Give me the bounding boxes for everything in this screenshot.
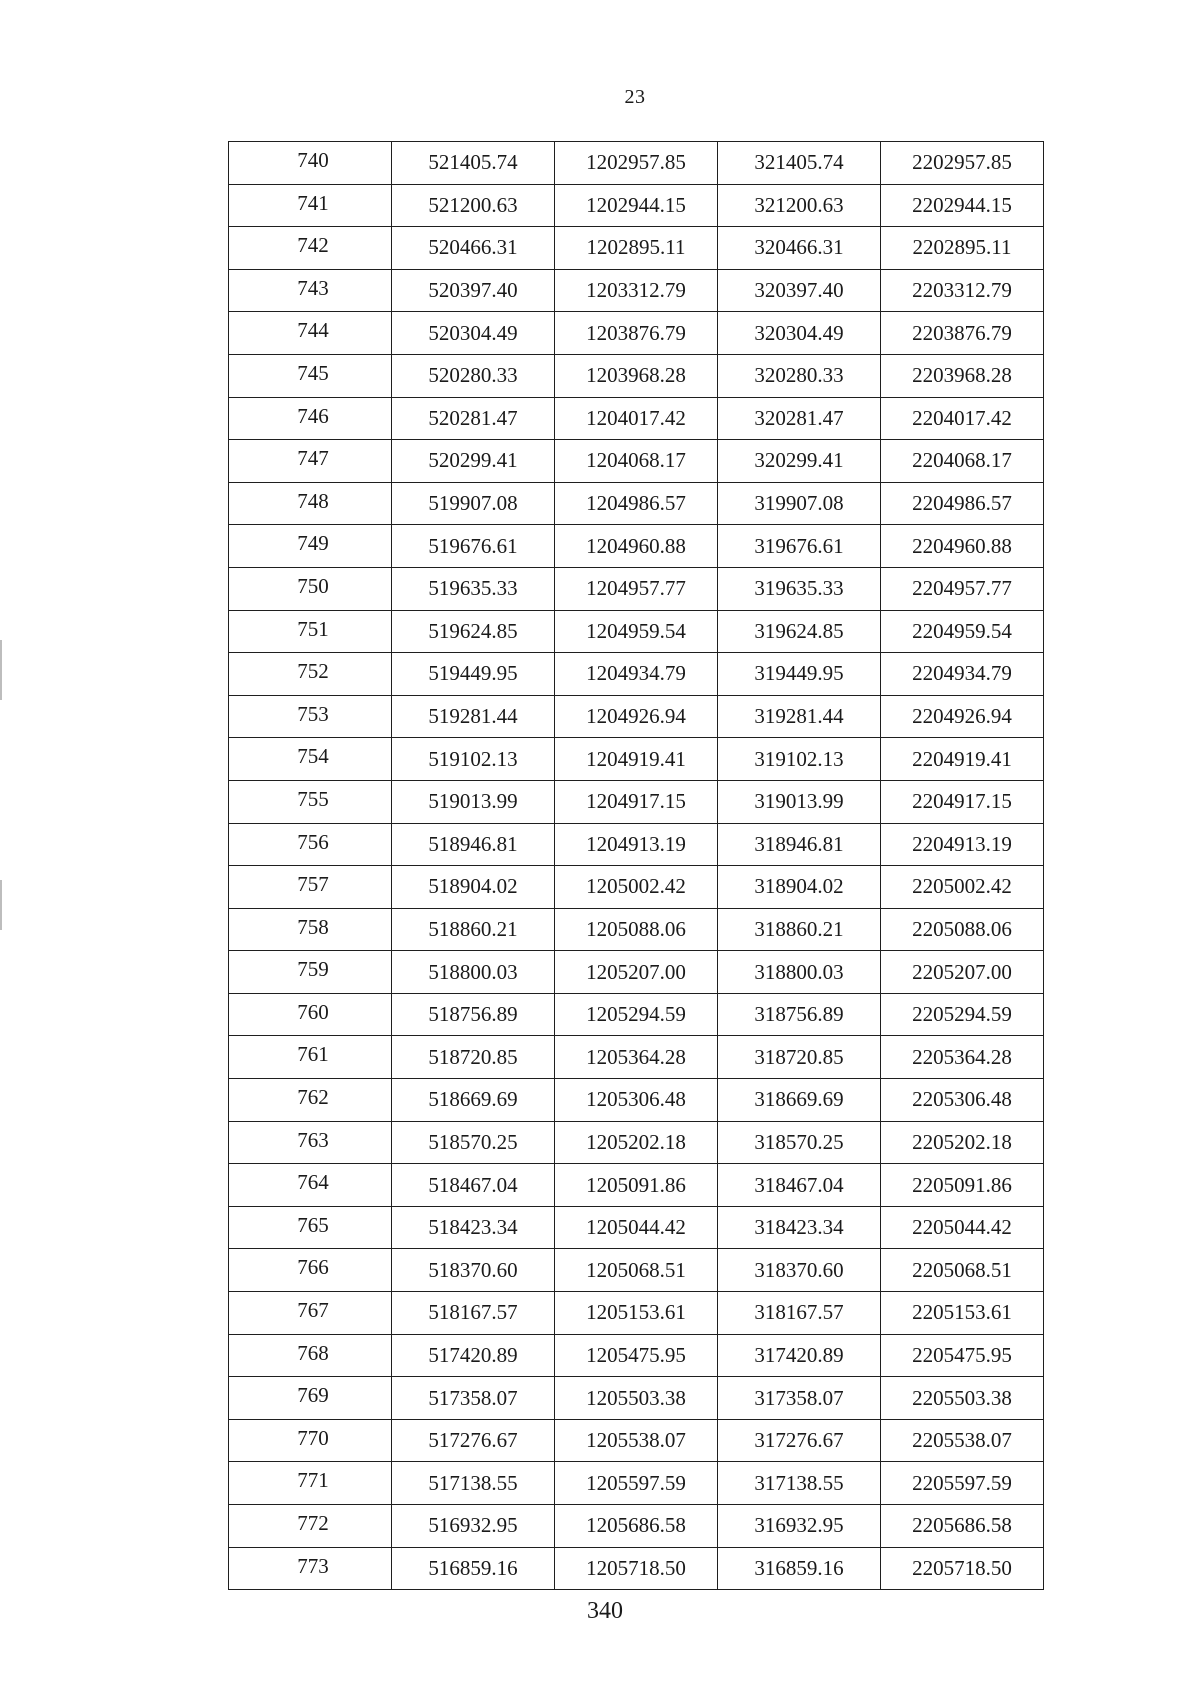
x-coord-cell: 517420.89 — [392, 1334, 555, 1377]
y-coord-alt-cell: 2204957.77 — [881, 567, 1044, 610]
y-coord-alt-cell: 2202957.85 — [881, 142, 1044, 185]
x-coord-cell: 520299.41 — [392, 440, 555, 483]
y-coord-alt-cell: 2204986.57 — [881, 482, 1044, 525]
table-row — [229, 1249, 1044, 1292]
y-coord-alt-cell: 2204959.54 — [881, 610, 1044, 653]
y-coord-alt-cell: 2205475.95 — [881, 1334, 1044, 1377]
y-coord-alt-cell: 2205364.28 — [881, 1036, 1044, 1079]
y-coord-alt-cell: 2203876.79 — [881, 312, 1044, 355]
table-row — [229, 1462, 1044, 1505]
point-id-cell: 766 — [229, 1249, 392, 1292]
y-coord-alt-cell: 2205044.42 — [881, 1206, 1044, 1249]
table-row — [229, 1206, 1044, 1249]
x-coord-alt-cell: 320397.40 — [718, 269, 881, 312]
x-coord-cell: 520281.47 — [392, 397, 555, 440]
x-coord-cell: 519624.85 — [392, 610, 555, 653]
table-row — [229, 397, 1044, 440]
x-coord-alt-cell: 320280.33 — [718, 354, 881, 397]
y-coord-alt-cell: 2202895.11 — [881, 227, 1044, 270]
table-row — [229, 567, 1044, 610]
x-coord-alt-cell: 318167.57 — [718, 1292, 881, 1335]
y-coord-alt-cell: 2204068.17 — [881, 440, 1044, 483]
x-coord-alt-cell: 317138.55 — [718, 1462, 881, 1505]
y-coord-alt-cell: 2204926.94 — [881, 695, 1044, 738]
x-coord-alt-cell: 319907.08 — [718, 482, 881, 525]
x-coord-cell: 519676.61 — [392, 525, 555, 568]
x-coord-cell: 520397.40 — [392, 269, 555, 312]
table-row — [229, 823, 1044, 866]
table-row — [229, 1292, 1044, 1335]
x-coord-alt-cell: 319635.33 — [718, 567, 881, 610]
table-row — [229, 866, 1044, 909]
table-row — [229, 1164, 1044, 1207]
point-id-cell: 762 — [229, 1079, 392, 1122]
y-coord-cell: 1203968.28 — [555, 354, 718, 397]
x-coord-alt-cell: 320304.49 — [718, 312, 881, 355]
y-coord-alt-cell: 2205503.38 — [881, 1377, 1044, 1420]
point-id-cell: 746 — [229, 397, 392, 440]
point-id-cell: 748 — [229, 482, 392, 525]
coordinate-table — [228, 141, 1044, 1590]
y-coord-cell: 1204919.41 — [555, 738, 718, 781]
y-coord-alt-cell: 2205002.42 — [881, 866, 1044, 909]
y-coord-cell: 1204934.79 — [555, 653, 718, 696]
y-coord-cell: 1205091.86 — [555, 1164, 718, 1207]
x-coord-cell: 518800.03 — [392, 951, 555, 994]
point-id-cell: 771 — [229, 1462, 392, 1505]
x-coord-cell: 519907.08 — [392, 482, 555, 525]
x-coord-alt-cell: 318669.69 — [718, 1079, 881, 1122]
x-coord-alt-cell: 319449.95 — [718, 653, 881, 696]
y-coord-cell: 1202895.11 — [555, 227, 718, 270]
point-id-cell: 769 — [229, 1377, 392, 1420]
point-id-cell: 755 — [229, 780, 392, 823]
y-coord-cell: 1205294.59 — [555, 993, 718, 1036]
y-coord-cell: 1205597.59 — [555, 1462, 718, 1505]
y-coord-alt-cell: 2205597.59 — [881, 1462, 1044, 1505]
point-id-cell: 741 — [229, 184, 392, 227]
point-id-cell: 749 — [229, 525, 392, 568]
x-coord-cell: 519281.44 — [392, 695, 555, 738]
x-coord-alt-cell: 317358.07 — [718, 1377, 881, 1420]
x-coord-alt-cell: 318756.89 — [718, 993, 881, 1036]
table-row — [229, 1121, 1044, 1164]
table-row — [229, 1505, 1044, 1548]
point-id-cell: 757 — [229, 866, 392, 909]
x-coord-alt-cell: 319676.61 — [718, 525, 881, 568]
point-id-cell: 761 — [229, 1036, 392, 1079]
y-coord-cell: 1203312.79 — [555, 269, 718, 312]
table-row — [229, 1079, 1044, 1122]
point-id-cell: 760 — [229, 993, 392, 1036]
table-row — [229, 354, 1044, 397]
point-id-cell: 745 — [229, 354, 392, 397]
table-row — [229, 482, 1044, 525]
y-coord-cell: 1205686.58 — [555, 1505, 718, 1548]
coordinate-table-body — [229, 142, 1044, 1590]
x-coord-alt-cell: 317276.67 — [718, 1419, 881, 1462]
y-coord-cell: 1205044.42 — [555, 1206, 718, 1249]
y-coord-alt-cell: 2205202.18 — [881, 1121, 1044, 1164]
table-row — [229, 610, 1044, 653]
table-row — [229, 908, 1044, 951]
y-coord-alt-cell: 2205091.86 — [881, 1164, 1044, 1207]
y-coord-alt-cell: 2203312.79 — [881, 269, 1044, 312]
x-coord-alt-cell: 318370.60 — [718, 1249, 881, 1292]
table-row — [229, 440, 1044, 483]
x-coord-alt-cell: 318570.25 — [718, 1121, 881, 1164]
x-coord-cell: 521405.74 — [392, 142, 555, 185]
point-id-cell: 750 — [229, 567, 392, 610]
y-coord-cell: 1205202.18 — [555, 1121, 718, 1164]
x-coord-cell: 518720.85 — [392, 1036, 555, 1079]
point-id-cell: 758 — [229, 908, 392, 951]
y-coord-cell: 1205207.00 — [555, 951, 718, 994]
x-coord-alt-cell: 320281.47 — [718, 397, 881, 440]
x-coord-cell: 520304.49 — [392, 312, 555, 355]
x-coord-alt-cell: 319624.85 — [718, 610, 881, 653]
x-coord-alt-cell: 321405.74 — [718, 142, 881, 185]
y-coord-cell: 1204913.19 — [555, 823, 718, 866]
y-coord-alt-cell: 2204934.79 — [881, 653, 1044, 696]
table-row — [229, 142, 1044, 185]
y-coord-cell: 1202944.15 — [555, 184, 718, 227]
x-coord-cell: 518904.02 — [392, 866, 555, 909]
y-coord-alt-cell: 2205294.59 — [881, 993, 1044, 1036]
point-id-cell: 764 — [229, 1164, 392, 1207]
point-id-cell: 763 — [229, 1121, 392, 1164]
x-coord-cell: 518946.81 — [392, 823, 555, 866]
x-coord-cell: 518370.60 — [392, 1249, 555, 1292]
table-row — [229, 1419, 1044, 1462]
point-id-cell: 765 — [229, 1206, 392, 1249]
y-coord-cell: 1205364.28 — [555, 1036, 718, 1079]
table-row — [229, 525, 1044, 568]
x-coord-cell: 518423.34 — [392, 1206, 555, 1249]
point-id-cell: 759 — [229, 951, 392, 994]
table-row — [229, 780, 1044, 823]
x-coord-alt-cell: 316932.95 — [718, 1505, 881, 1548]
y-coord-cell: 1204957.77 — [555, 567, 718, 610]
point-id-cell: 751 — [229, 610, 392, 653]
y-coord-alt-cell: 2205686.58 — [881, 1505, 1044, 1548]
point-id-cell: 753 — [229, 695, 392, 738]
x-coord-cell: 519635.33 — [392, 567, 555, 610]
x-coord-cell: 519013.99 — [392, 780, 555, 823]
table-row — [229, 738, 1044, 781]
y-coord-cell: 1205002.42 — [555, 866, 718, 909]
table-row — [229, 993, 1044, 1036]
table-row — [229, 951, 1044, 994]
x-coord-cell: 518467.04 — [392, 1164, 555, 1207]
y-coord-alt-cell: 2204017.42 — [881, 397, 1044, 440]
x-coord-alt-cell: 320466.31 — [718, 227, 881, 270]
y-coord-alt-cell: 2204960.88 — [881, 525, 1044, 568]
x-coord-cell: 517358.07 — [392, 1377, 555, 1420]
point-id-cell: 752 — [229, 653, 392, 696]
x-coord-cell: 516932.95 — [392, 1505, 555, 1548]
y-coord-cell: 1205503.38 — [555, 1377, 718, 1420]
x-coord-alt-cell: 318904.02 — [718, 866, 881, 909]
y-coord-alt-cell: 2205153.61 — [881, 1292, 1044, 1335]
x-coord-cell: 521200.63 — [392, 184, 555, 227]
point-id-cell: 773 — [229, 1547, 392, 1590]
y-coord-cell: 1204960.88 — [555, 525, 718, 568]
x-coord-cell: 519102.13 — [392, 738, 555, 781]
x-coord-cell: 518756.89 — [392, 993, 555, 1036]
y-coord-cell: 1203876.79 — [555, 312, 718, 355]
y-coord-cell: 1205475.95 — [555, 1334, 718, 1377]
table-row — [229, 1036, 1044, 1079]
y-coord-alt-cell: 2205068.51 — [881, 1249, 1044, 1292]
x-coord-alt-cell: 320299.41 — [718, 440, 881, 483]
page-number-top: 23 — [624, 86, 646, 108]
point-id-cell: 756 — [229, 823, 392, 866]
y-coord-alt-cell: 2205207.00 — [881, 951, 1044, 994]
page-number-bottom: 340 — [587, 1598, 623, 1624]
y-coord-cell: 1205153.61 — [555, 1292, 718, 1335]
point-id-cell: 747 — [229, 440, 392, 483]
y-coord-alt-cell: 2203968.28 — [881, 354, 1044, 397]
scan-edge-mark — [0, 640, 2, 700]
x-coord-cell: 518167.57 — [392, 1292, 555, 1335]
y-coord-alt-cell: 2202944.15 — [881, 184, 1044, 227]
y-coord-alt-cell: 2205088.06 — [881, 908, 1044, 951]
table-row — [229, 653, 1044, 696]
point-id-cell: 742 — [229, 227, 392, 270]
point-id-cell: 743 — [229, 269, 392, 312]
point-id-cell: 754 — [229, 738, 392, 781]
table-row — [229, 1377, 1044, 1420]
y-coord-alt-cell: 2205538.07 — [881, 1419, 1044, 1462]
table-row — [229, 1547, 1044, 1590]
table-row — [229, 269, 1044, 312]
point-id-cell: 770 — [229, 1419, 392, 1462]
y-coord-cell: 1205718.50 — [555, 1547, 718, 1590]
x-coord-cell: 520466.31 — [392, 227, 555, 270]
y-coord-cell: 1204917.15 — [555, 780, 718, 823]
y-coord-alt-cell: 2204913.19 — [881, 823, 1044, 866]
y-coord-alt-cell: 2205718.50 — [881, 1547, 1044, 1590]
y-coord-alt-cell: 2205306.48 — [881, 1079, 1044, 1122]
x-coord-cell: 518570.25 — [392, 1121, 555, 1164]
x-coord-alt-cell: 319102.13 — [718, 738, 881, 781]
y-coord-cell: 1205088.06 — [555, 908, 718, 951]
x-coord-alt-cell: 318800.03 — [718, 951, 881, 994]
x-coord-alt-cell: 318860.21 — [718, 908, 881, 951]
x-coord-alt-cell: 318423.34 — [718, 1206, 881, 1249]
table-row — [229, 1334, 1044, 1377]
y-coord-cell: 1204017.42 — [555, 397, 718, 440]
x-coord-alt-cell: 318720.85 — [718, 1036, 881, 1079]
x-coord-alt-cell: 317420.89 — [718, 1334, 881, 1377]
table-row — [229, 184, 1044, 227]
y-coord-cell: 1205538.07 — [555, 1419, 718, 1462]
table-row — [229, 227, 1044, 270]
table-row — [229, 312, 1044, 355]
x-coord-alt-cell: 321200.63 — [718, 184, 881, 227]
x-coord-cell: 520280.33 — [392, 354, 555, 397]
scan-edge-mark — [0, 880, 2, 930]
y-coord-cell: 1204986.57 — [555, 482, 718, 525]
point-id-cell: 740 — [229, 142, 392, 185]
x-coord-cell: 517138.55 — [392, 1462, 555, 1505]
x-coord-cell: 516859.16 — [392, 1547, 555, 1590]
y-coord-cell: 1204068.17 — [555, 440, 718, 483]
y-coord-cell: 1205306.48 — [555, 1079, 718, 1122]
y-coord-cell: 1205068.51 — [555, 1249, 718, 1292]
y-coord-cell: 1202957.85 — [555, 142, 718, 185]
x-coord-cell: 519449.95 — [392, 653, 555, 696]
x-coord-alt-cell: 319013.99 — [718, 780, 881, 823]
point-id-cell: 772 — [229, 1505, 392, 1548]
x-coord-cell: 517276.67 — [392, 1419, 555, 1462]
x-coord-alt-cell: 319281.44 — [718, 695, 881, 738]
point-id-cell: 767 — [229, 1292, 392, 1335]
x-coord-alt-cell: 318467.04 — [718, 1164, 881, 1207]
x-coord-cell: 518669.69 — [392, 1079, 555, 1122]
y-coord-cell: 1204959.54 — [555, 610, 718, 653]
x-coord-alt-cell: 316859.16 — [718, 1547, 881, 1590]
y-coord-alt-cell: 2204919.41 — [881, 738, 1044, 781]
point-id-cell: 768 — [229, 1334, 392, 1377]
y-coord-cell: 1204926.94 — [555, 695, 718, 738]
table-row — [229, 695, 1044, 738]
x-coord-cell: 518860.21 — [392, 908, 555, 951]
y-coord-alt-cell: 2204917.15 — [881, 780, 1044, 823]
x-coord-alt-cell: 318946.81 — [718, 823, 881, 866]
point-id-cell: 744 — [229, 312, 392, 355]
